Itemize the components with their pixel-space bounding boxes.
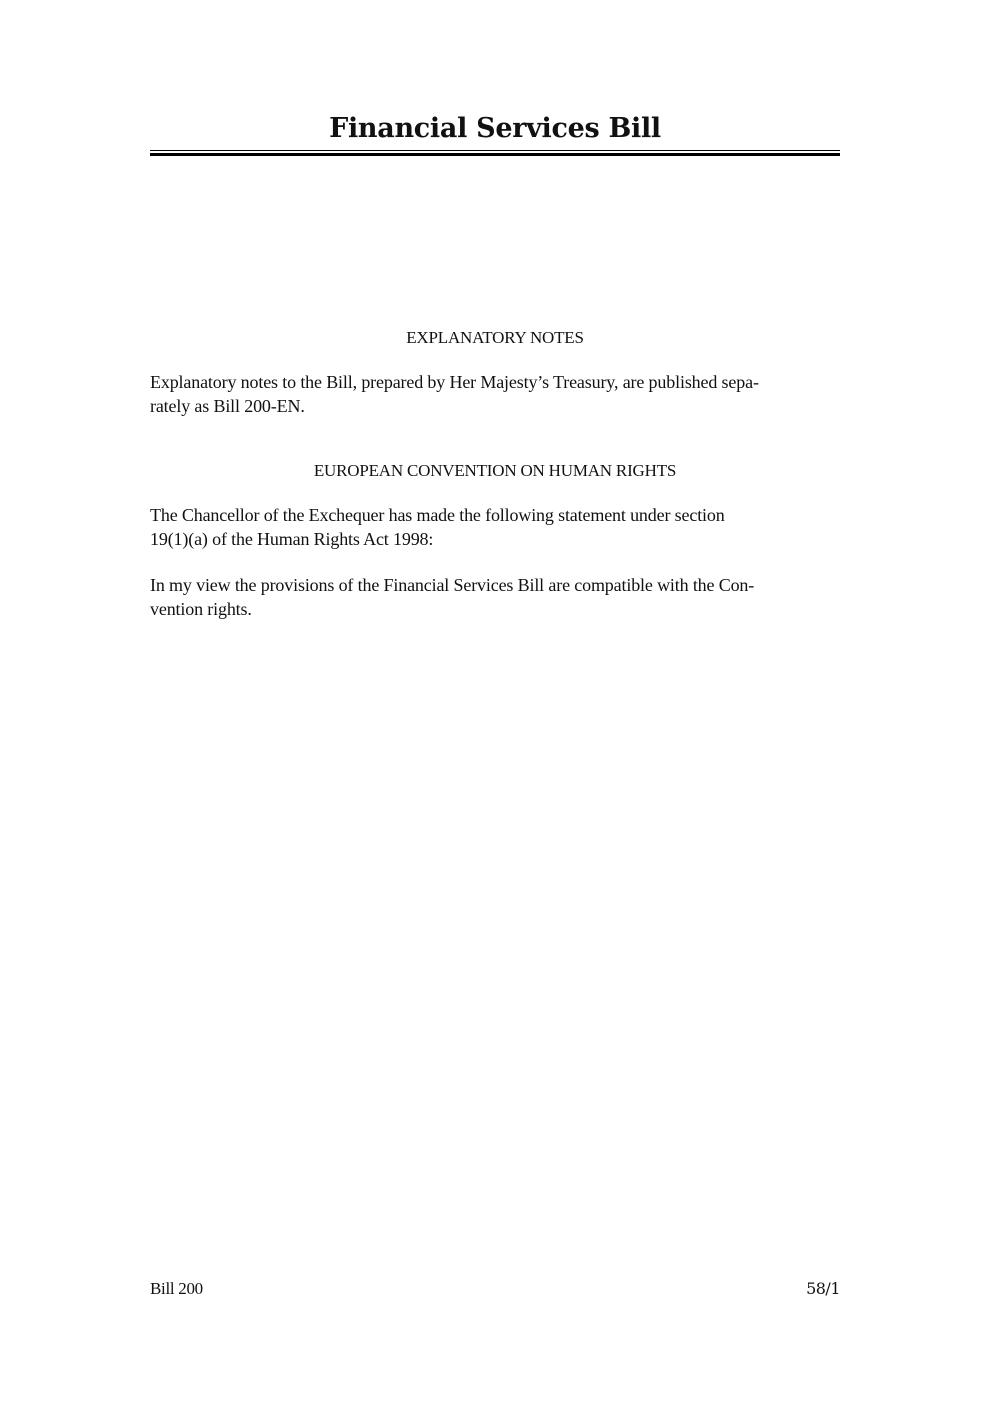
explanatory-notes-paragraph (150, 370, 850, 418)
paragraph-line: rately as Bill 200-EN. (150, 396, 305, 416)
paragraph-line: Explanatory notes to the Bill, prepared by Her Majesty’s Treasury, are published sepa- (150, 372, 759, 392)
paragraph-line: The Chancellor of the Exchequer has made the following statement under section (150, 505, 725, 525)
paragraph-line: vention rights. (150, 599, 252, 619)
paragraph-line: 19(1)(a) of the Human Rights Act 1998: (150, 529, 434, 549)
title-rule-thin (150, 150, 840, 151)
footer-page-reference: 58/1 (806, 1279, 840, 1298)
footer-bill-number: Bill 200 (150, 1279, 203, 1298)
title-rule-thick (150, 153, 840, 156)
paragraph-line: In my view the provisions of the Financial Services Bill are compatible with the Con- (150, 575, 755, 595)
section-heading-echr: EUROPEAN CONVENTION ON HUMAN RIGHTS (313, 461, 677, 480)
compatibility-statement-paragraph (150, 573, 850, 621)
section-heading-explanatory-notes: EXPLANATORY NOTES (406, 328, 584, 347)
chancellor-statement-paragraph (150, 503, 850, 551)
document-title: Financial Services Bill (329, 113, 661, 144)
